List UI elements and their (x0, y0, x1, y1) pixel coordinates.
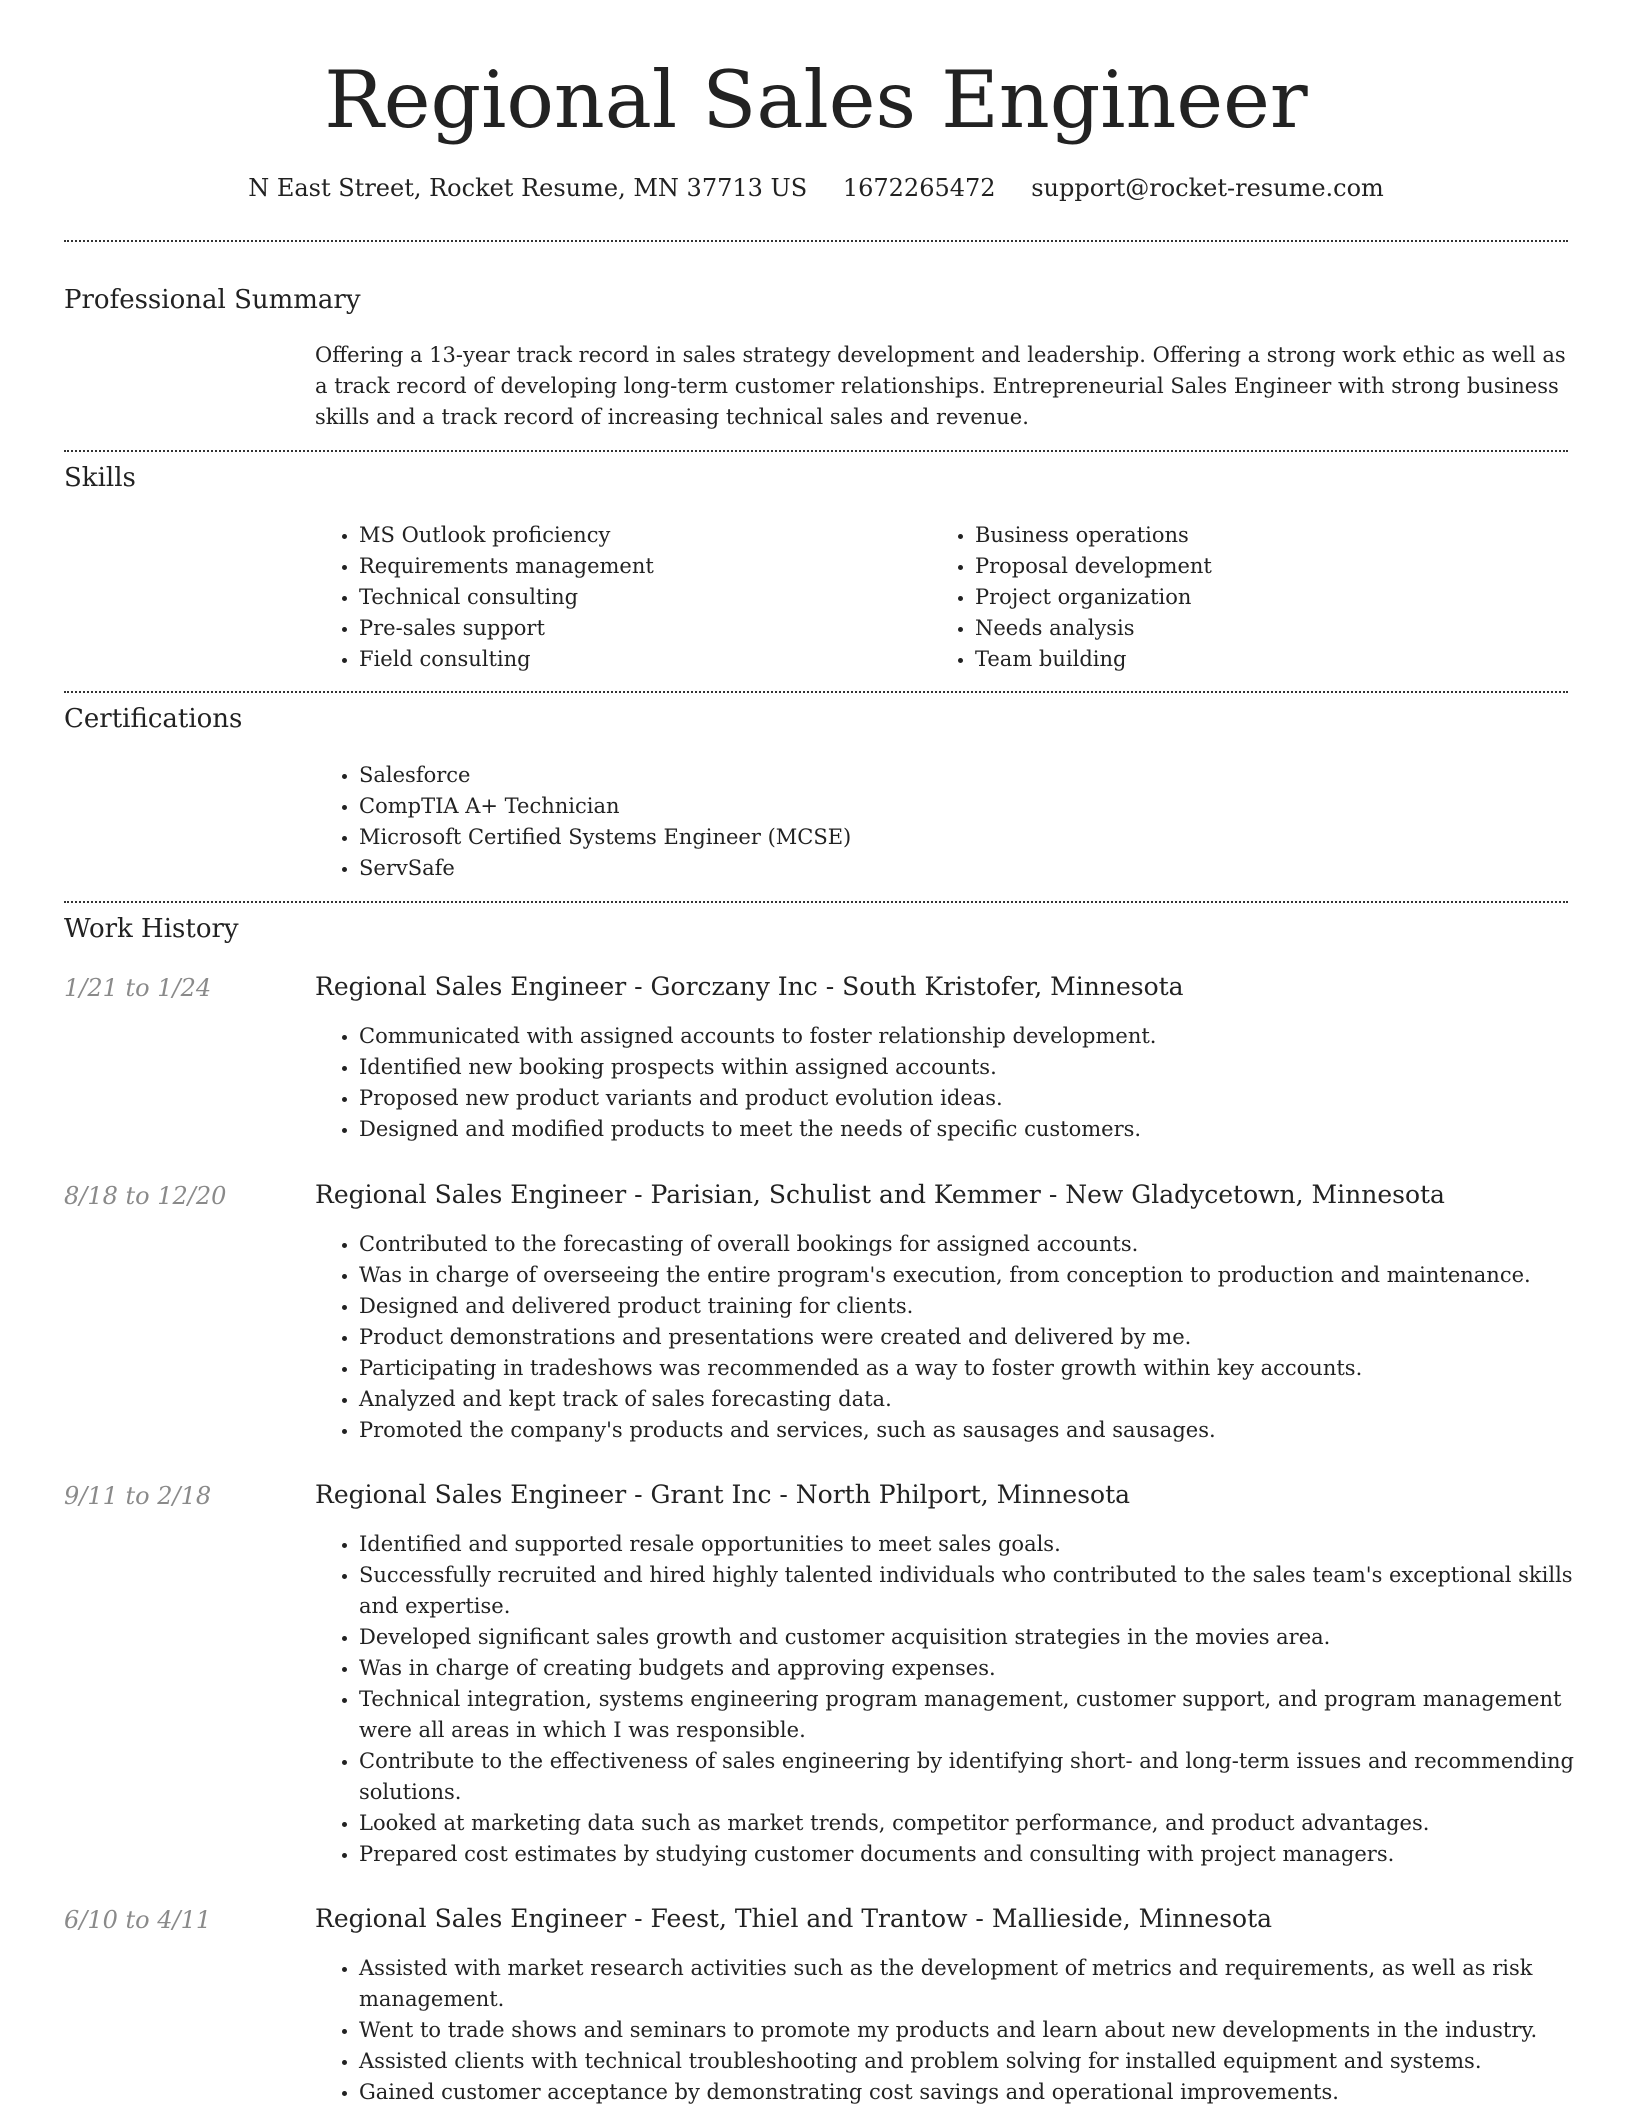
resume-name: Regional Sales Engineer (324, 54, 1308, 146)
skill-item: • Pre-sales support (359, 613, 654, 644)
contact-line (0, 172, 1632, 204)
job-bullet: • Was in charge of creating budgets and approving expenses. (359, 1653, 1612, 1684)
job-bullet: • Proposed new product variants and product evolution ideas. (359, 1083, 1612, 1114)
certification-item: • CompTIA A+ Technician (359, 791, 851, 822)
contact-address: N East Street, Rocket Resume, MN 37713 US (248, 174, 808, 202)
job-bullet: • Analyzed and kept track of sales forecasting data. (359, 1384, 1612, 1415)
job-dates: 1/21 to 1/24 (64, 974, 212, 1002)
skill-item: • Proposal development (975, 551, 1212, 582)
job-bullet: • Successfully recruited and hired highly talented individuals who contributed to the sales team's exceptional skills and expertise. (359, 1560, 1612, 1622)
skill-item: • Team building (975, 644, 1212, 675)
summary-text: Offering a 13-year track record in sales strategy development and leadership. Offering a strong work ethic as well as a track record of developing long-term customer relationships. Entrepreneurial Sales Engineer with strong business skills and a track record of increasing technical sales and revenue. (315, 343, 1566, 429)
job-bullet: • Designed and delivered product training for clients. (359, 1291, 1612, 1322)
job-bullet: • Identified new booking prospects within assigned accounts. (359, 1052, 1612, 1083)
job-bullet: • Participating in tradeshows was recommended as a way to foster growth within key accounts. (359, 1353, 1612, 1384)
certification-item: • ServSafe (359, 853, 851, 884)
job-bullets (315, 1529, 1612, 1870)
section-divider (64, 901, 1568, 903)
certification-item: • Microsoft Certified Systems Engineer (MCSE) (359, 822, 851, 853)
job-bullet: • Contribute to the effectiveness of sales engineering by identifying short- and long-term issues and recommending solutions. (359, 1746, 1612, 1808)
job-dates: 8/18 to 12/20 (64, 1182, 227, 1210)
contact-phone: 1672265472 (842, 174, 996, 202)
job-bullet: • Assisted with market research activities such as the development of metrics and requirements, as well as risk management. (359, 1953, 1612, 2015)
job-dates: 6/10 to 4/11 (64, 1906, 212, 1934)
job-heading: Regional Sales Engineer - Gorczany Inc - South Kristofer, Minnesota (315, 972, 1184, 1001)
summary-heading: Professional Summary (64, 285, 361, 315)
skill-item: • Needs analysis (975, 613, 1212, 644)
job-bullet: • Assisted clients with technical troubleshooting and problem solving for installed equipment and systems. (359, 2046, 1612, 2077)
job-bullet: • Promoted the company's products and services, such as sausages and sausages. (359, 1415, 1612, 1446)
skill-item: • Requirements management (359, 551, 654, 582)
skill-item: • Technical consulting (359, 582, 654, 613)
job-bullet: • Developed significant sales growth and customer acquisition strategies in the movies area. (359, 1622, 1612, 1653)
job-heading: Regional Sales Engineer - Feest, Thiel and Trantow - Mallieside, Minnesota (315, 1904, 1273, 1933)
job-bullets (315, 1021, 1612, 1145)
job-bullet: • Gained customer acceptance by demonstrating cost savings and operational improvements. (359, 2077, 1612, 2108)
job-heading: Regional Sales Engineer - Parisian, Schulist and Kemmer - New Gladycetown, Minnesota (315, 1180, 1445, 1209)
skill-item: • MS Outlook proficiency (359, 520, 654, 551)
certification-item: • Salesforce (359, 760, 851, 791)
skills-heading: Skills (64, 463, 136, 493)
job-bullet: • Technical integration, systems engineering program management, customer support, and program management were all areas in which I was responsible. (359, 1684, 1612, 1746)
job-bullet: • Went to trade shows and seminars to promote my products and learn about new developments in the industry. (359, 2015, 1612, 2046)
job-bullet: • Was in charge of overseeing the entire program's execution, from conception to production and maintenance. (359, 1260, 1612, 1291)
job-bullet: • Identified and supported resale opportunities to meet sales goals. (359, 1529, 1612, 1560)
job-bullet: • Communicated with assigned accounts to foster relationship development. (359, 1021, 1612, 1052)
section-divider (64, 691, 1568, 693)
skill-item: • Business operations (975, 520, 1212, 551)
skills-list-left (315, 520, 654, 675)
section-divider (64, 240, 1568, 242)
job-heading: Regional Sales Engineer - Grant Inc - North Philport, Minnesota (315, 1480, 1131, 1509)
skills-list-right (931, 520, 1212, 675)
section-divider (64, 450, 1568, 452)
job-bullet: • Designed and modified products to meet the needs of specific customers. (359, 1114, 1612, 1145)
job-bullet: • Prepared cost estimates by studying customer documents and consulting with project managers. (359, 1839, 1612, 1870)
job-bullets (315, 1229, 1612, 1446)
job-dates: 9/11 to 2/18 (64, 1482, 212, 1510)
certifications-heading: Certifications (64, 704, 243, 734)
job-bullet: • Product demonstrations and presentations were created and delivered by me. (359, 1322, 1612, 1353)
job-bullets (315, 1953, 1612, 2108)
contact-email: support@rocket-resume.com (1031, 174, 1384, 202)
job-bullet: • Contributed to the forecasting of overall bookings for assigned accounts. (359, 1229, 1612, 1260)
certifications-list (315, 760, 851, 884)
skill-item: • Field consulting (359, 644, 654, 675)
job-bullet: • Looked at marketing data such as market trends, competitor performance, and product advantages. (359, 1808, 1612, 1839)
work-history-heading: Work History (64, 914, 239, 944)
skill-item: • Project organization (975, 582, 1212, 613)
